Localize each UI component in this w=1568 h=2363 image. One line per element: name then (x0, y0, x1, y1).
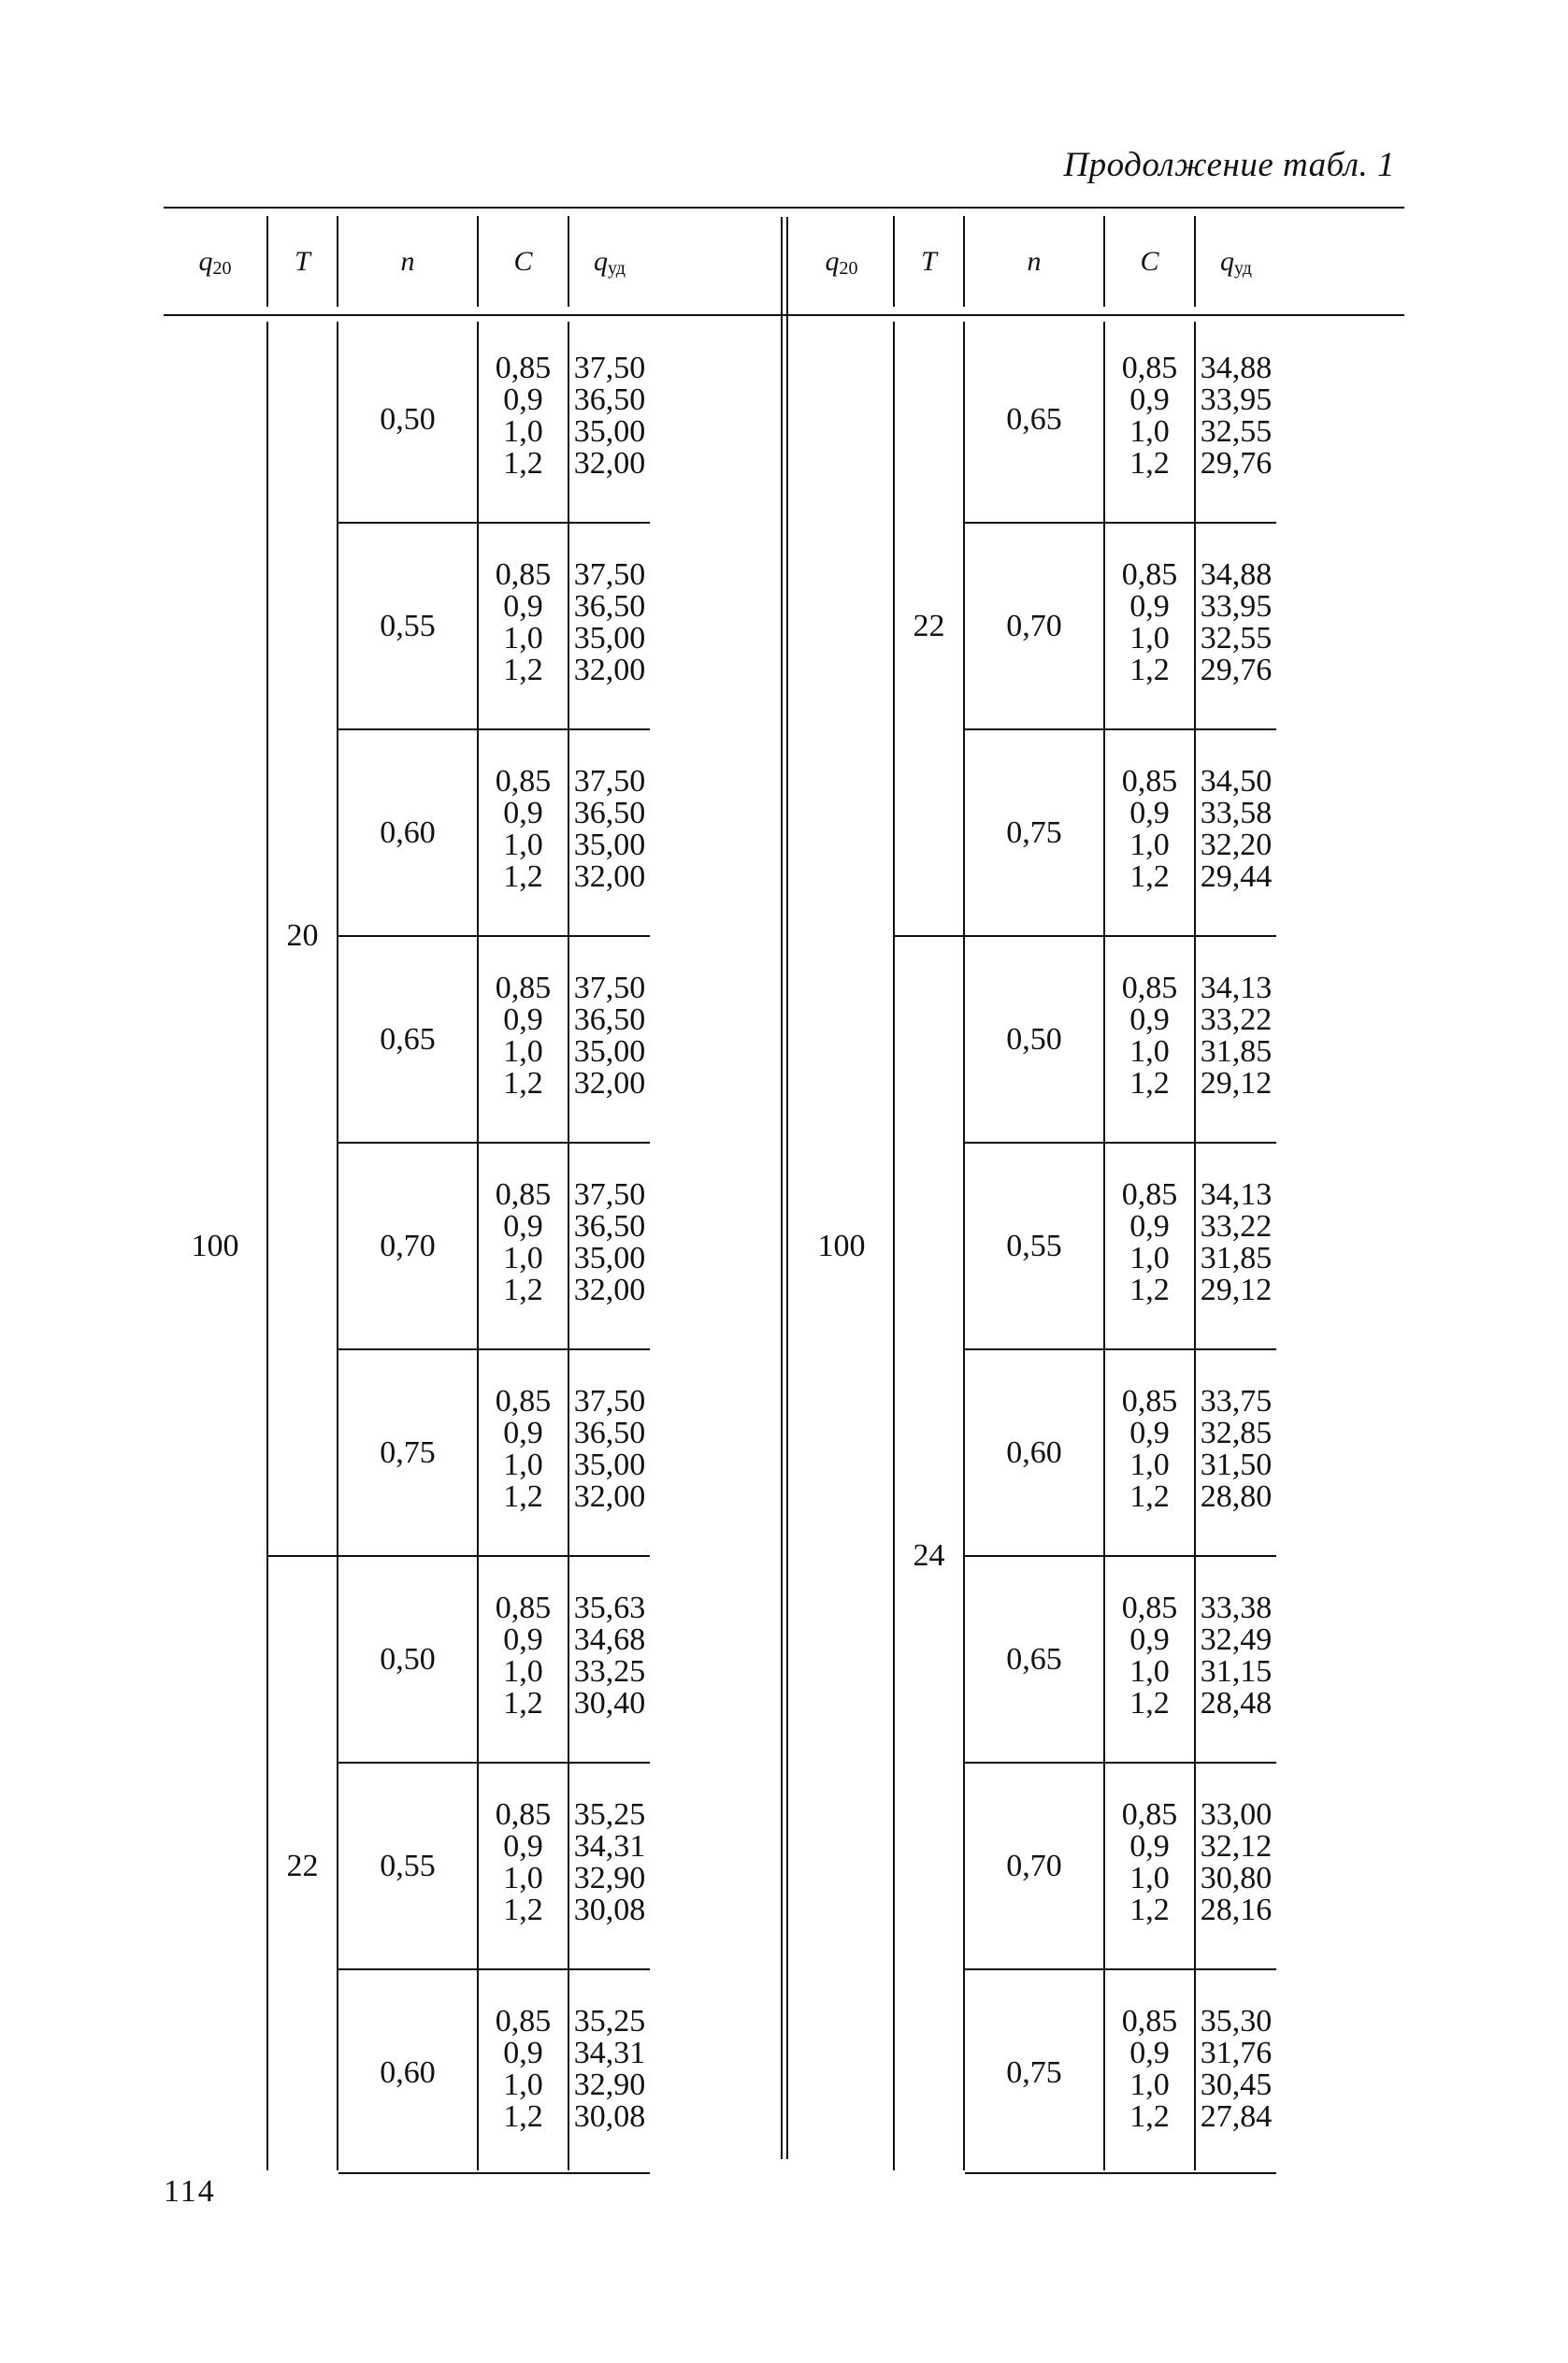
table-left-half (164, 209, 785, 2159)
cell-qud-values (569, 1383, 650, 1514)
cell-qud-values (1196, 1796, 1276, 1927)
cell-qud-values (569, 2003, 650, 2134)
qud-value: 37,50 (573, 970, 646, 1005)
cell-n: 0,65 (380, 1021, 436, 1057)
c-value: 1,0 (1129, 1033, 1170, 1069)
qud-value: 30,45 (1200, 2067, 1273, 2102)
qud-value: 32,00 (573, 652, 646, 687)
qud-value: 30,08 (573, 2098, 646, 2134)
cell-c-values (479, 970, 568, 1101)
c-value: 1,2 (503, 1065, 543, 1101)
c-value: 0,9 (503, 588, 543, 624)
qud-value: 36,50 (573, 795, 646, 830)
c-value: 0,85 (495, 1383, 552, 1419)
c-value: 1,2 (503, 858, 543, 894)
qud-value: 34,13 (1200, 1176, 1273, 1212)
qud-value: 31,85 (1200, 1033, 1273, 1069)
cell-c-values (479, 556, 568, 687)
c-value: 0,9 (503, 1828, 543, 1864)
qud-value: 33,95 (1200, 382, 1273, 417)
qud-value: 29,44 (1200, 858, 1273, 894)
c-value: 0,9 (503, 1208, 543, 1244)
cell-qud-values (569, 1176, 650, 1307)
cell-T: 22 (913, 608, 945, 643)
qud-value: 37,50 (573, 1176, 646, 1212)
table-bottom-rule (338, 2172, 650, 2174)
cell-qud-values (1196, 2003, 1276, 2134)
qud-value: 31,76 (1200, 2035, 1273, 2070)
qud-value: 35,00 (573, 413, 646, 449)
qud-value: 35,25 (573, 2003, 646, 2039)
cell-qud-values (1196, 970, 1276, 1101)
c-value: 1,0 (1129, 827, 1170, 862)
cell-n: 0,55 (380, 608, 436, 643)
header-C: C (513, 245, 533, 277)
qud-value: 36,50 (573, 1415, 646, 1450)
c-value: 0,85 (1121, 1176, 1178, 1212)
header-n: n (400, 245, 415, 277)
qud-value: 30,80 (1200, 1860, 1273, 1895)
table-bottom-rule (965, 2172, 1276, 2174)
qud-value: 37,50 (573, 350, 646, 385)
c-value: 1,2 (503, 1272, 543, 1307)
header-column-divider (337, 216, 338, 307)
qud-value: 32,90 (573, 2067, 646, 2102)
cell-T: 20 (286, 918, 319, 953)
cell-n: 0,55 (380, 1848, 436, 1883)
header-column-divider (1103, 216, 1105, 307)
header-column-divider (266, 216, 268, 307)
header-qud: q уд (1220, 245, 1252, 279)
cell-n: 0,55 (1006, 1228, 1062, 1263)
c-value: 1,2 (503, 1685, 543, 1721)
cell-c-values (479, 1592, 568, 1720)
qud-value: 34,88 (1200, 350, 1273, 385)
cell-c-values (479, 1383, 568, 1514)
c-value: 0,9 (1129, 1415, 1170, 1450)
qud-value: 31,15 (1200, 1653, 1273, 1689)
c-value: 1,0 (1129, 413, 1170, 449)
c-value: 1,0 (503, 1033, 543, 1069)
c-value: 1,2 (1129, 652, 1170, 687)
qud-value: 33,95 (1200, 588, 1273, 624)
header-n: n (1027, 245, 1042, 277)
qud-value: 36,50 (573, 1208, 646, 1244)
qud-value: 34,50 (1200, 763, 1273, 799)
qud-value: 35,00 (573, 620, 646, 656)
qud-value: 32,20 (1200, 827, 1273, 862)
qud-value: 33,25 (573, 1653, 646, 1689)
header-q20: q 20 (198, 245, 232, 279)
header-qud: q уд (594, 245, 626, 279)
qud-value: 34,68 (573, 1621, 646, 1657)
qud-value: 32,00 (573, 445, 646, 481)
cell-c-values (1105, 1176, 1194, 1307)
cell-c-values (1105, 556, 1194, 687)
c-value: 1,0 (503, 2067, 543, 2102)
qud-value: 33,22 (1200, 1001, 1273, 1037)
cell-n: 0,70 (1006, 608, 1062, 643)
cell-n: 0,70 (380, 1228, 436, 1263)
qud-value: 37,50 (573, 556, 646, 592)
qud-value: 27,84 (1200, 2098, 1273, 2134)
cell-c-values (1105, 1383, 1194, 1514)
qud-value: 32,00 (573, 858, 646, 894)
cell-c-values (1105, 763, 1194, 894)
c-value: 1,2 (503, 1478, 543, 1514)
qud-value: 35,63 (573, 1590, 646, 1625)
c-value: 0,9 (503, 1621, 543, 1657)
cell-qud-values (569, 350, 650, 481)
cell-c-values (1105, 1796, 1194, 1927)
c-value: 0,85 (1121, 1590, 1178, 1625)
c-value: 1,0 (1129, 1447, 1170, 1482)
qud-value: 32,90 (573, 1860, 646, 1895)
qud-value: 32,00 (573, 1272, 646, 1307)
qud-value: 28,16 (1200, 1892, 1273, 1927)
cell-qud-values (1196, 1383, 1276, 1514)
qud-value: 30,08 (573, 1892, 646, 1927)
c-value: 0,9 (1129, 1828, 1170, 1864)
c-value: 0,85 (495, 763, 552, 799)
c-value: 0,85 (495, 350, 552, 385)
c-value: 0,85 (1121, 1796, 1178, 1832)
cell-c-values (1105, 350, 1194, 481)
cell-T: 24 (913, 1538, 945, 1573)
c-value: 0,85 (495, 970, 552, 1005)
cell-qud-values (569, 556, 650, 687)
qud-value: 33,75 (1200, 1383, 1273, 1419)
cell-n: 0,70 (1006, 1848, 1062, 1883)
qud-value: 34,88 (1200, 556, 1273, 592)
c-value: 1,0 (503, 1860, 543, 1895)
c-value: 0,85 (495, 1796, 552, 1832)
c-value: 1,0 (503, 620, 543, 656)
header-q20: q 20 (825, 245, 858, 279)
cell-qud-values (569, 970, 650, 1101)
c-value: 0,85 (1121, 1383, 1178, 1419)
qud-value: 35,25 (573, 1796, 646, 1832)
qud-value: 33,22 (1200, 1208, 1273, 1244)
qud-value: 36,50 (573, 1001, 646, 1037)
c-value: 1,0 (1129, 2067, 1170, 2102)
qud-value: 35,00 (573, 1447, 646, 1482)
qud-value: 34,31 (573, 2035, 646, 2070)
c-value: 1,0 (1129, 620, 1170, 656)
c-value: 0,9 (1129, 2035, 1170, 2070)
header-column-divider (963, 216, 965, 307)
page-caption: Продолжение табл. 1 (1063, 146, 1395, 184)
qud-value: 32,12 (1200, 1828, 1273, 1864)
cell-q20: 100 (817, 1228, 866, 1263)
cell-c-values (479, 1176, 568, 1307)
qud-value: 35,00 (573, 1033, 646, 1069)
c-value: 0,85 (1121, 350, 1178, 385)
cell-qud-values (1196, 763, 1276, 894)
header-column-divider (477, 216, 479, 307)
qud-value: 33,38 (1200, 1590, 1273, 1625)
cell-n: 0,65 (1006, 401, 1062, 437)
cell-c-values (1105, 970, 1194, 1101)
cell-n: 0,75 (380, 1434, 436, 1470)
c-value: 1,2 (1129, 1892, 1170, 1927)
c-value: 0,85 (495, 2003, 552, 2039)
qud-value: 35,00 (573, 827, 646, 862)
cell-n: 0,60 (380, 2054, 436, 2090)
qud-value: 35,30 (1200, 2003, 1273, 2039)
c-value: 0,9 (1129, 795, 1170, 830)
c-value: 1,2 (503, 445, 543, 481)
c-value: 0,85 (1121, 556, 1178, 592)
qud-value: 33,00 (1200, 1796, 1273, 1832)
cell-qud-values (1196, 1592, 1276, 1720)
c-value: 1,2 (1129, 858, 1170, 894)
qud-value: 35,00 (573, 1240, 646, 1275)
qud-value: 31,50 (1200, 1447, 1273, 1482)
cell-qud-values (1196, 556, 1276, 687)
c-value: 0,85 (495, 1176, 552, 1212)
qud-value: 33,58 (1200, 795, 1273, 830)
c-value: 1,0 (1129, 1240, 1170, 1275)
cell-qud-values (569, 1796, 650, 1927)
qud-value: 32,00 (573, 1478, 646, 1514)
cell-c-values (479, 1796, 568, 1927)
c-value: 0,9 (503, 795, 543, 830)
qud-value: 34,31 (573, 1828, 646, 1864)
c-value: 1,2 (1129, 1685, 1170, 1721)
cell-n: 0,75 (1006, 814, 1062, 850)
cell-c-values (479, 763, 568, 894)
qud-value: 32,55 (1200, 413, 1273, 449)
qud-value: 30,40 (573, 1685, 646, 1721)
c-value: 0,9 (503, 382, 543, 417)
c-value: 1,2 (503, 652, 543, 687)
header-T: T (921, 245, 937, 277)
qud-value: 36,50 (573, 382, 646, 417)
cell-n: 0,50 (380, 401, 436, 437)
cell-n: 0,50 (1006, 1021, 1062, 1057)
cell-c-values (479, 350, 568, 481)
qud-value: 29,76 (1200, 652, 1273, 687)
cell-c-values (479, 2003, 568, 2134)
c-value: 0,9 (1129, 1208, 1170, 1244)
cell-q20: 100 (191, 1228, 239, 1263)
c-value: 0,9 (503, 1001, 543, 1037)
qud-value: 37,50 (573, 1383, 646, 1419)
c-value: 0,9 (1129, 382, 1170, 417)
c-value: 0,9 (503, 1415, 543, 1450)
c-value: 0,85 (495, 1590, 552, 1625)
table-right-half (790, 209, 1412, 2159)
c-value: 0,9 (1129, 588, 1170, 624)
cell-n: 0,75 (1006, 2054, 1062, 2090)
cell-c-values (1105, 1592, 1194, 1720)
c-value: 1,2 (1129, 1272, 1170, 1307)
cell-n: 0,60 (1006, 1434, 1062, 1470)
qud-value: 29,12 (1200, 1065, 1273, 1101)
page-number: 114 (164, 2174, 216, 2209)
qud-value: 29,76 (1200, 445, 1273, 481)
c-value: 1,2 (1129, 2098, 1170, 2134)
c-value: 1,0 (503, 1447, 543, 1482)
qud-value: 31,85 (1200, 1240, 1273, 1275)
c-value: 1,2 (1129, 1478, 1170, 1514)
header-column-divider (568, 216, 569, 307)
header-column-divider (893, 216, 895, 307)
header-T: T (295, 245, 310, 277)
qud-value: 32,55 (1200, 620, 1273, 656)
cell-qud-values (569, 1592, 650, 1720)
cell-T: 22 (286, 1848, 319, 1883)
cell-qud-values (1196, 350, 1276, 481)
c-value: 0,85 (1121, 970, 1178, 1005)
c-value: 1,0 (503, 413, 543, 449)
c-value: 1,2 (503, 1892, 543, 1927)
qud-value: 36,50 (573, 588, 646, 624)
cell-n: 0,60 (380, 814, 436, 850)
qud-value: 34,13 (1200, 970, 1273, 1005)
c-value: 1,0 (1129, 1653, 1170, 1689)
c-value: 1,0 (503, 1653, 543, 1689)
c-value: 0,9 (1129, 1001, 1170, 1037)
c-value: 0,9 (503, 2035, 543, 2070)
qud-value: 32,85 (1200, 1415, 1273, 1450)
c-value: 0,9 (1129, 1621, 1170, 1657)
qud-value: 32,49 (1200, 1621, 1273, 1657)
qud-value: 32,00 (573, 1065, 646, 1101)
cell-qud-values (1196, 1176, 1276, 1307)
c-value: 0,85 (1121, 763, 1178, 799)
c-value: 0,85 (495, 556, 552, 592)
header-column-divider (1194, 216, 1196, 307)
c-value: 1,0 (503, 827, 543, 862)
c-value: 1,2 (1129, 445, 1170, 481)
qud-value: 28,80 (1200, 1478, 1273, 1514)
c-value: 1,0 (1129, 1860, 1170, 1895)
c-value: 0,85 (1121, 2003, 1178, 2039)
c-value: 1,2 (1129, 1065, 1170, 1101)
c-value: 1,0 (503, 1240, 543, 1275)
header-C: C (1140, 245, 1159, 277)
qud-value: 37,50 (573, 763, 646, 799)
cell-qud-values (569, 763, 650, 894)
qud-value: 28,48 (1200, 1685, 1273, 1721)
cell-n: 0,65 (1006, 1641, 1062, 1677)
cell-n: 0,50 (380, 1641, 436, 1677)
c-value: 1,2 (503, 2098, 543, 2134)
cell-c-values (1105, 2003, 1194, 2134)
qud-value: 29,12 (1200, 1272, 1273, 1307)
